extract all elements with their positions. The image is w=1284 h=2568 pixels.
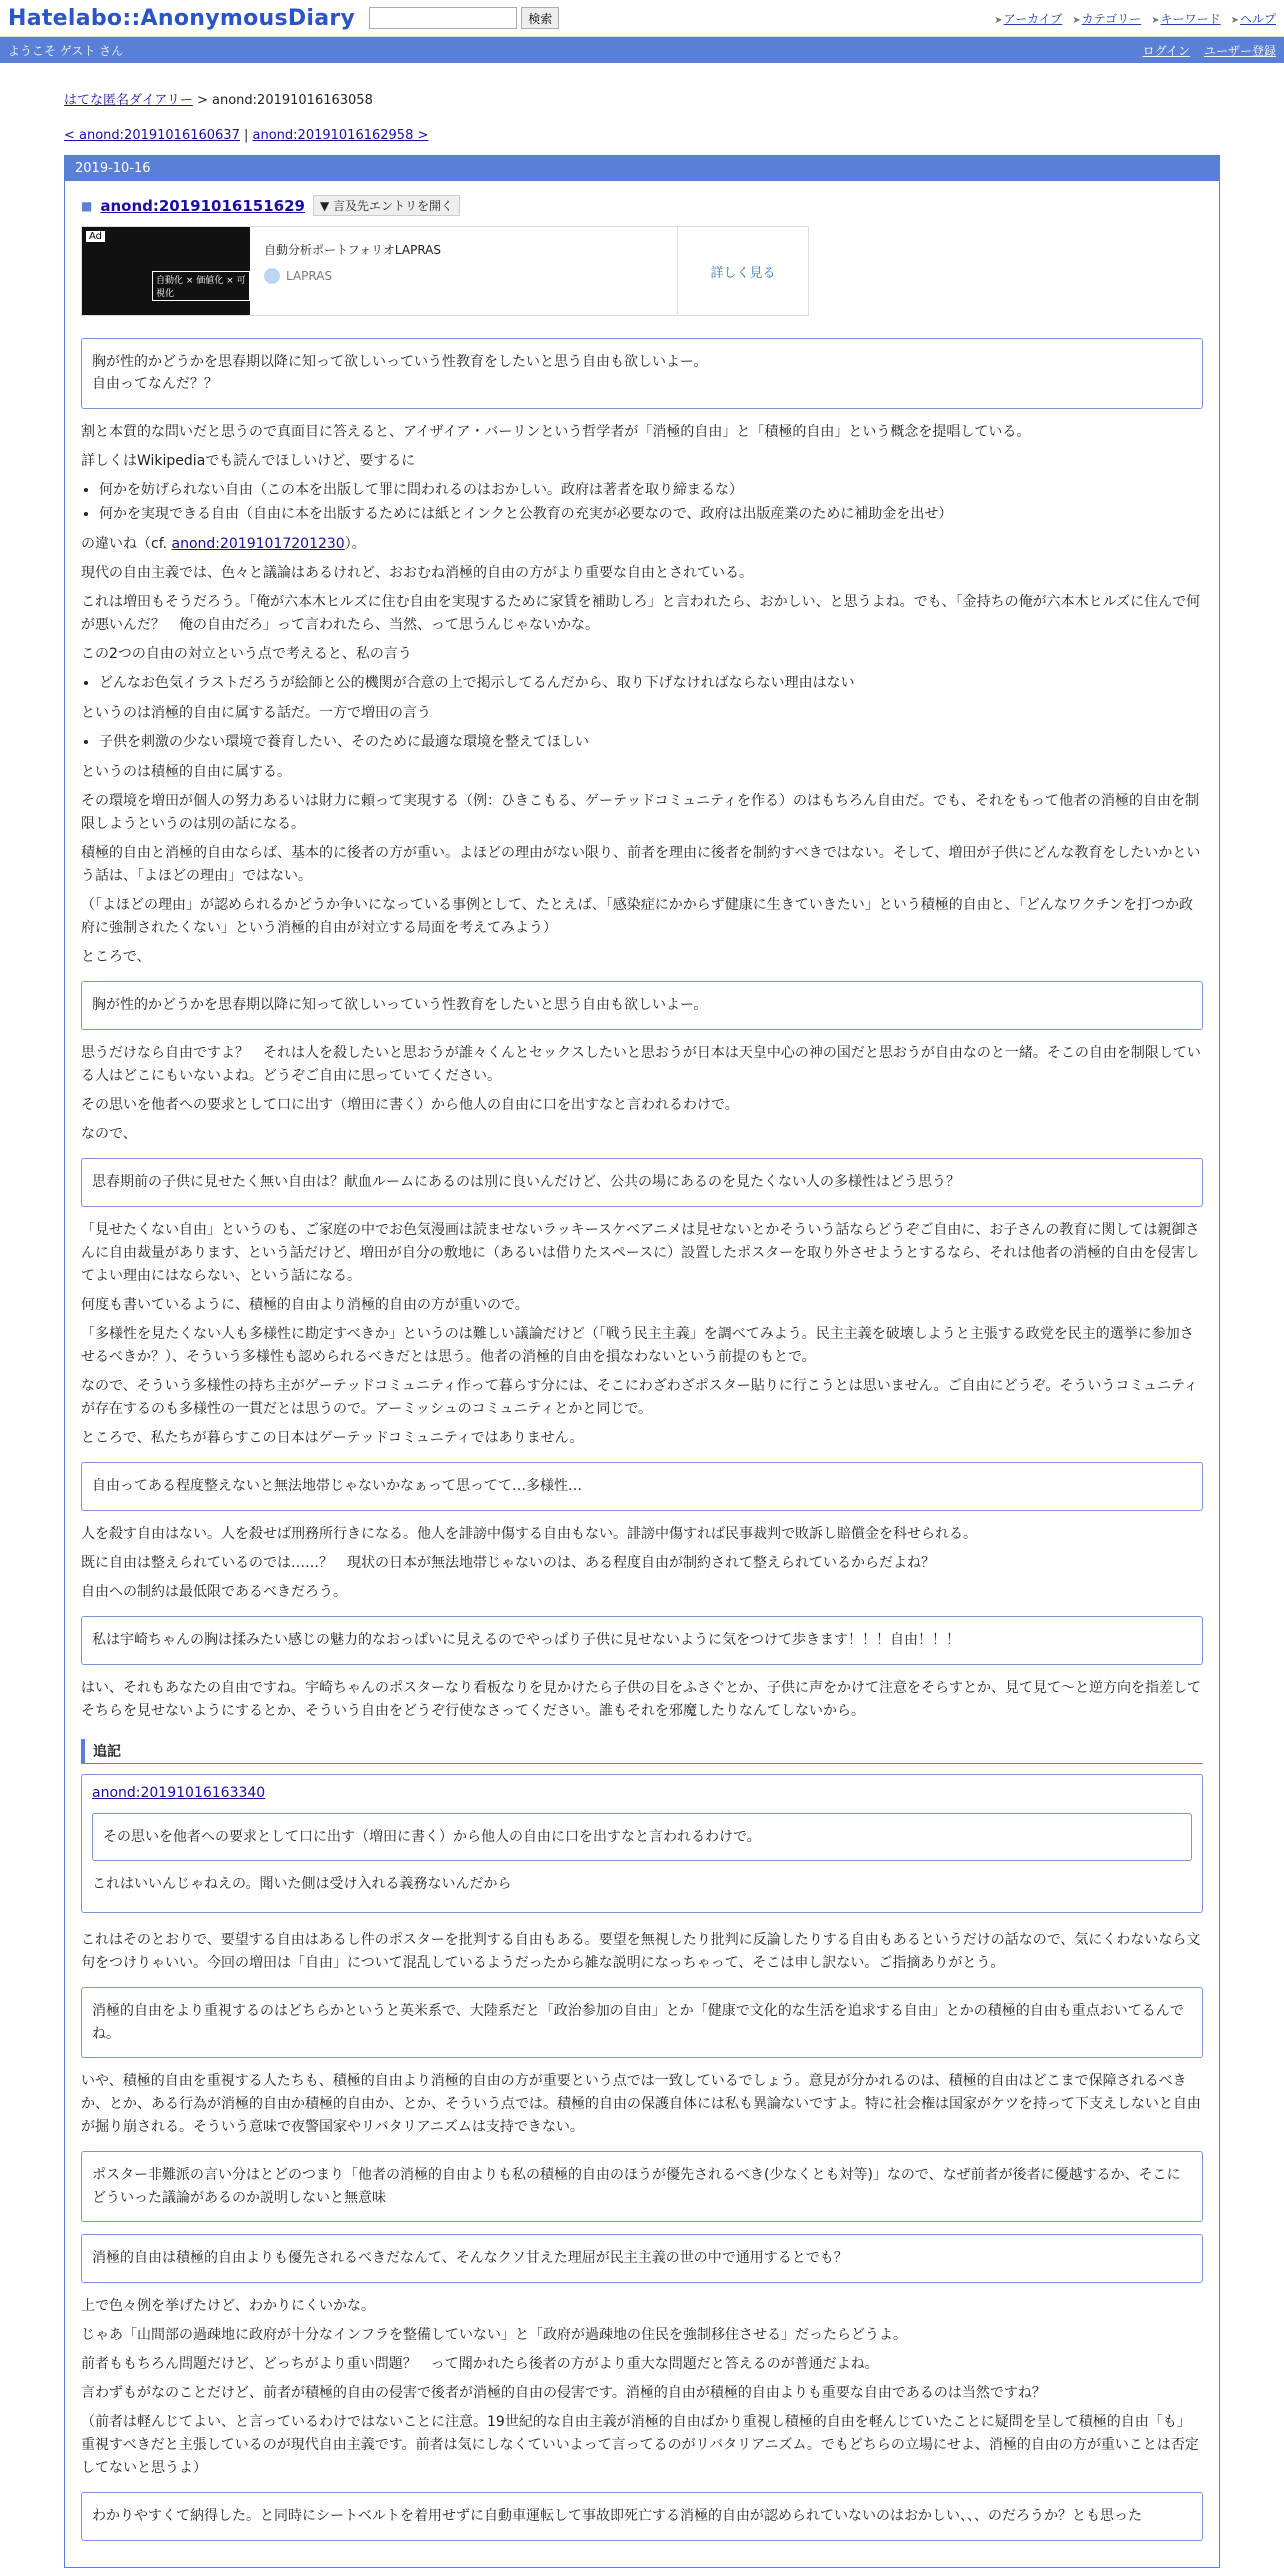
paragraph: なので、そういう多様性の持ち主がゲーテッドコミュニティ作って暮らす分には、そこにわざわざポスター貼りに行こうとは思いません。ご自由にどうぞ。そういうコミュニティが存在するのも多様性の一貫だとは思うので。アーミッシュのコミュニティとかと同じで。: [81, 1378, 1198, 1418]
breadcrumb-sep: >: [192, 93, 213, 108]
paragraph: 思うだけなら自由ですよ？ それは人を殺したいと思おうが誰々くんとセックスしたいと思おうが日本は天皇中心の神の国だと思おうが自由なのと一緒。そこの自由を制限している人はどこにもいないよね。どうぞご自由に思っていてください。: [81, 1044, 1201, 1084]
paragraph: その環境を増田が個人の努力あるいは財力に頼って実現する（例：ひきこもる、ゲーテッドコミュニティを作る）のはもちろん自由だ。でも、それをもって他者の消極的自由を制限しようというのは別の話になる。: [81, 792, 1200, 832]
site-logo[interactable]: Hatelabo::AnonymousDiary: [8, 5, 356, 31]
register-link[interactable]: ユーザー登録: [1203, 43, 1276, 58]
ad-brand: LAPRAS: [286, 269, 333, 283]
reply-box: [81, 1774, 1203, 1913]
paragraph: 何度も書いているように、積極的自由より消極的自由の方が重いので。: [81, 1296, 529, 1313]
list: [81, 672, 1203, 696]
top-links: [994, 10, 1276, 27]
blockquote: 消極的自由は積極的自由よりも優先されるべきだなんて、そんなクソ甘えた理屈が民主主義の世の中で通用するとでも？: [81, 2234, 1203, 2282]
paragraph: 詳しくはWikipediaでも読んでほしいけど、要するに: [81, 452, 416, 469]
lapras-logo-icon: [264, 268, 280, 284]
next-entry-link[interactable]: anond:20191016162958 >: [252, 128, 429, 143]
archive-link[interactable]: アーカイブ: [1003, 11, 1063, 26]
paragraph: これはいいんじゃねえの。聞いた側は受け入れる義務ないんだから: [92, 1876, 512, 1893]
search-input[interactable]: [369, 7, 517, 29]
blockquote: 消極的自由をより重視するのはどちらかというと英米系で、大陸系だと「政治参加の自由」とか「健康で文化的な生活を追求する自由」とかの積極的自由も重点おいてるんでね。: [81, 1987, 1203, 2058]
arrow-icon: ➤: [1151, 14, 1160, 26]
paragraph: 言わずもがなのことだけど、前者が積極的自由の侵害で後者が消極的自由の侵害です。消極的自由が積極的自由よりも重要な自由であるのは当然ですね？: [81, 2384, 1046, 2401]
list: [81, 731, 1203, 755]
paragraph: [81, 533, 1203, 556]
anond-link[interactable]: anond:20191017201230: [171, 535, 345, 552]
quote-text: 胸が性的かどうかを思春期以降に知って欲しいっていう性教育をしたいと思う自由も欲しいよー。: [92, 354, 708, 370]
entry-title: [81, 195, 1203, 216]
top-bar: [0, 0, 1284, 37]
category-link[interactable]: カテゴリー: [1081, 11, 1142, 26]
blockquote: 私は宇崎ちゃんの胸は揉みたい感じの魅力的なおっぱいに見えるのでやっぱり子供に見せないように気をつけて歩きます！！！自由！！！: [81, 1616, 1203, 1664]
paragraph: 割と本質的な問いだと思うので真面目に答えると、アイザイア・バーリンという哲学者が「消極的自由」と「積極的自由」という概念を提唱している。: [81, 423, 1031, 440]
ad-title[interactable]: 自動分析ポートフォリオLAPRAS: [264, 243, 442, 257]
paragraph: （前者は軽んじてよい、と言っているわけではないことに注意。19世紀的な自由主義が消極的自由ばかり重視し積極的自由を軽んじていたことに疑問を呈して積極的自由「も」重視すべきだと主張しているのが現代自由主義です。前者は気にしなくていいよって言ってるのがリバタリアニズム。でもどちらの立場にせよ、消極的自由の方が重いことは否定してないと思うよ）: [81, 2414, 1199, 2477]
list-item: • どんなお色気イラストだろうが絵師と公的機関が合意の上で掲示してるんだから、取り下げなければならない理由はない: [99, 672, 1203, 696]
ad-banner[interactable]: [81, 226, 809, 316]
text: の違いね（cf.: [81, 535, 172, 552]
open-references-button[interactable]: ▼ 言及先エントリを開く: [313, 195, 460, 216]
list-item: • 子供を刺激の少ない環境で養育したい、そのために最適な環境を整えてほしい: [99, 731, 1203, 755]
pager-sep: |: [239, 128, 253, 143]
blockquote: その思いを他者への要求として口に出す（増田に書く）から他人の自由に口を出すなと言われるわけで。: [92, 1813, 1192, 1861]
list-item: • 何かを妨げられない自由（この本を出版して罪に問われるのはおかしい。政府は著者を取り締まるな）: [99, 479, 1203, 503]
paragraph: ところで、私たちが暮らすこの日本はゲーテッドコミュニティではありません。: [81, 1430, 584, 1447]
login-link[interactable]: ログイン: [1142, 43, 1190, 58]
paragraph: ところで、: [81, 949, 151, 966]
paragraph: というのは積極的自由に属する。: [81, 763, 291, 780]
breadcrumb-home[interactable]: はてな匿名ダイアリー: [64, 93, 193, 108]
paragraph: （「よほどの理由」が認められるかどうか争いになっている事例として、たとえば、「感染症にかからず健康に生きていきたい」という積極的自由と、「どんなワクチンを打つか政府に強制されたくない」という消極的自由が対立する局面を考えてみよう）: [81, 897, 1194, 937]
paragraph: じゃあ「山間部の過疎地に政府が十分なインフラを整備していない」と「政府が過疎地の住民を強制移住させる」だったらどうよ。: [81, 2326, 907, 2343]
paragraph: 人を殺す自由はない。人を殺せば刑務所行きになる。他人を誹謗中傷する自由もない。誹謗中傷すれば民事裁判で敗訴し賠償金を科せられる。: [81, 1525, 977, 1542]
ad-image-text: 自動化 × 価値化 × 可視化: [152, 271, 250, 301]
list-item: • 何かを実現できる自由（自由に本を出版するためには紙とインクと公教育の充実が必要なので、政府は出版産業のために補助金を出せ）: [99, 503, 1203, 527]
ad-image[interactable]: [82, 227, 250, 315]
quote-text: 自由ってなんだ？？: [92, 376, 218, 393]
blockquote: 自由ってある程度整えないと無法地帯じゃないかなぁって思ってて…多様性…: [81, 1462, 1203, 1510]
breadcrumb-current: anond:20191016163058: [212, 93, 373, 108]
text: ）。: [344, 535, 366, 552]
paragraph: いや、積極的自由を重視する人たちも、積極的自由より消極的自由の方が重要という点では一致しているでしょう。意見が分かれるのは、積極的自由はどこまで保障されるべきか、とか、ある行為が消極的自由か積極的自由か、とか、そういう点では。積極的自由の保護自体には私も異論ないですよ。特に社会権は国家がケツを持って下支えしないと自由が掘り崩される。そういう意味で夜警国家やリバタリアニズムは支持できない。: [81, 2073, 1201, 2136]
pager: [64, 128, 1220, 143]
search-button[interactable]: 検索: [521, 7, 559, 29]
paragraph: 自由への制約は最低限であるべきだろう。: [81, 1584, 347, 1601]
paragraph: 「多様性を見たくない人も多様性に勘定すべきか」というのは難しい議論だけど（「戦う民主主義」を調べてみよう。民主主義を破壊しようと主張する政党を民主的選挙に参加させるべきか？）、そういう多様性も認められるべきだとは思う。他者の消極的自由を損なわないという前提のもとで。: [81, 1326, 1194, 1366]
day-date: 2019-10-16: [65, 156, 1219, 181]
blockquote: 胸が性的かどうかを思春期以降に知って欲しいっていう性教育をしたいと思う自由も欲しいよー。: [81, 981, 1203, 1029]
blockquote: [81, 338, 1203, 409]
ad-label: Ad: [86, 231, 105, 242]
arrow-icon: ➤: [1072, 14, 1081, 26]
section-heading: 追記: [81, 1739, 1203, 1764]
welcome-text: ようこそ ゲスト さん: [8, 43, 124, 58]
paragraph: というのは消極的自由に属する話だ。一方で増田の言う: [81, 704, 431, 721]
paragraph: はい、それもあなたの自由ですね。宇崎ちゃんのポスターなり看板なりを見かけたら子供の目をふさぐとか、子供に声をかけて注意をそらすとか、見て見て～と逆方向を指差してそちらを見せないようにするとか、そういう自由をどうぞ行使なさってください。誰もそれを邪魔したりなんてしないから。: [81, 1679, 1201, 1719]
keyword-link[interactable]: キーワード: [1160, 11, 1221, 26]
paragraph: 積極的自由と消極的自由ならば、基本的に後者の方が重い。よほどの理由がない限り、前者を理由に後者を制約すべきではない。そして、増田が子供にどんな教育をしたいかという話は、「よほどの理由」ではない。: [81, 845, 1201, 885]
entry-title-link[interactable]: anond:20191016151629: [100, 196, 305, 215]
paragraph: 前者ももちろん問題だけど、どっちがより重い問題？ って聞かれたら後者の方がより重大な問題だと答えるのが普通だよね。: [81, 2355, 879, 2372]
help-link[interactable]: ヘルプ: [1239, 11, 1276, 26]
welcome-bar: [0, 37, 1284, 63]
paragraph: 「見せたくない自由」というのも、ご家庭の中でお色気漫画は読ませないラッキースケベアニメは見せないとかそういう話ならどうぞご自由に、お子さんの教育に関しては親御さんに自由裁量があります、という話だけど、増田が自分の敷地に（あるいは借りたスペースに）設置したポスターを取り外させようとするなら、それは他者の消極的自由を侵害してよい理由にはならない、という話になる。: [81, 1221, 1200, 1284]
blockquote: わかりやすくて納得した。と同時にシートベルトを着用せずに自動車運転して事故即死亡する消極的自由が認められていないのはおかしい、、、のだろうか？とも思った: [81, 2492, 1203, 2540]
main-content: [64, 63, 1220, 2568]
blockquote: 思春期前の子供に見せたく無い自由は？献血ルームにあるのは別に良いんだけど、公共の場にあるのを見たくない人の多様性はどう思う？: [81, 1158, 1203, 1206]
breadcrumb: [64, 89, 1220, 108]
ad-cta-button[interactable]: 詳しく見る: [677, 227, 808, 315]
arrow-icon: ➤: [994, 14, 1003, 26]
paragraph: なので、: [81, 1126, 137, 1143]
list: [81, 479, 1203, 527]
paragraph: 既に自由は整えられているのでは……？ 現状の日本が無法地帯じゃないのは、ある程度自由が制約されて整えられているからだよね？: [81, 1554, 935, 1571]
square-icon: ■: [81, 198, 93, 213]
blockquote: ポスター非難派の言い分はとどのつまり「他者の消極的自由よりも私の積極的自由のほうが優先されるべき(少なくとも対等)」なので、なぜ前者が後者に優越するか、そこにどういった議論があるのか説明しないと無意味: [81, 2151, 1203, 2222]
paragraph: これは増田もそうだろう。「俺が六本木ヒルズに住む自由を実現するために家賃を補助しろ」と言われたら、おかしい、と思うよね。でも、「金持ちの俺が六本木ヒルズに住んで何が悪いんだ？ 俺の自由だろ」って言われたら、当然、って思うんじゃないかな。: [81, 593, 1201, 633]
reply-anond-link[interactable]: anond:20191016163340: [92, 1784, 266, 1801]
paragraph: その思いを他者への要求として口に出す（増田に書く）から他人の自由に口を出すなと言われるわけで。: [81, 1097, 739, 1114]
prev-entry-link[interactable]: < anond:20191016160637: [64, 128, 240, 143]
paragraph: これはそのとおりで、要望する自由はあるし件のポスターを批判する自由もある。要望を無視したり批判に反論したりする自由もあるというだけの話なので、気にくわないなら文句をつけりゃいい。今回の増田は「自由」について混乱しているようだったから雑な説明になっちゃって、そこは申し訳ない。ご指摘ありがとう。: [81, 1932, 1201, 1972]
day-section: [64, 155, 1220, 2568]
paragraph: 現代の自由主義では、色々と議論はあるけれど、おおむね消極的自由の方がより重要な自由とされている。: [81, 564, 753, 581]
search-form: [369, 7, 559, 29]
paragraph: 上で色々例を挙げたけど、わかりにくいかな。: [81, 2297, 375, 2314]
arrow-icon: ➤: [1230, 14, 1239, 26]
paragraph: この2つの自由の対立という点で考えると、私の言う: [81, 645, 412, 662]
